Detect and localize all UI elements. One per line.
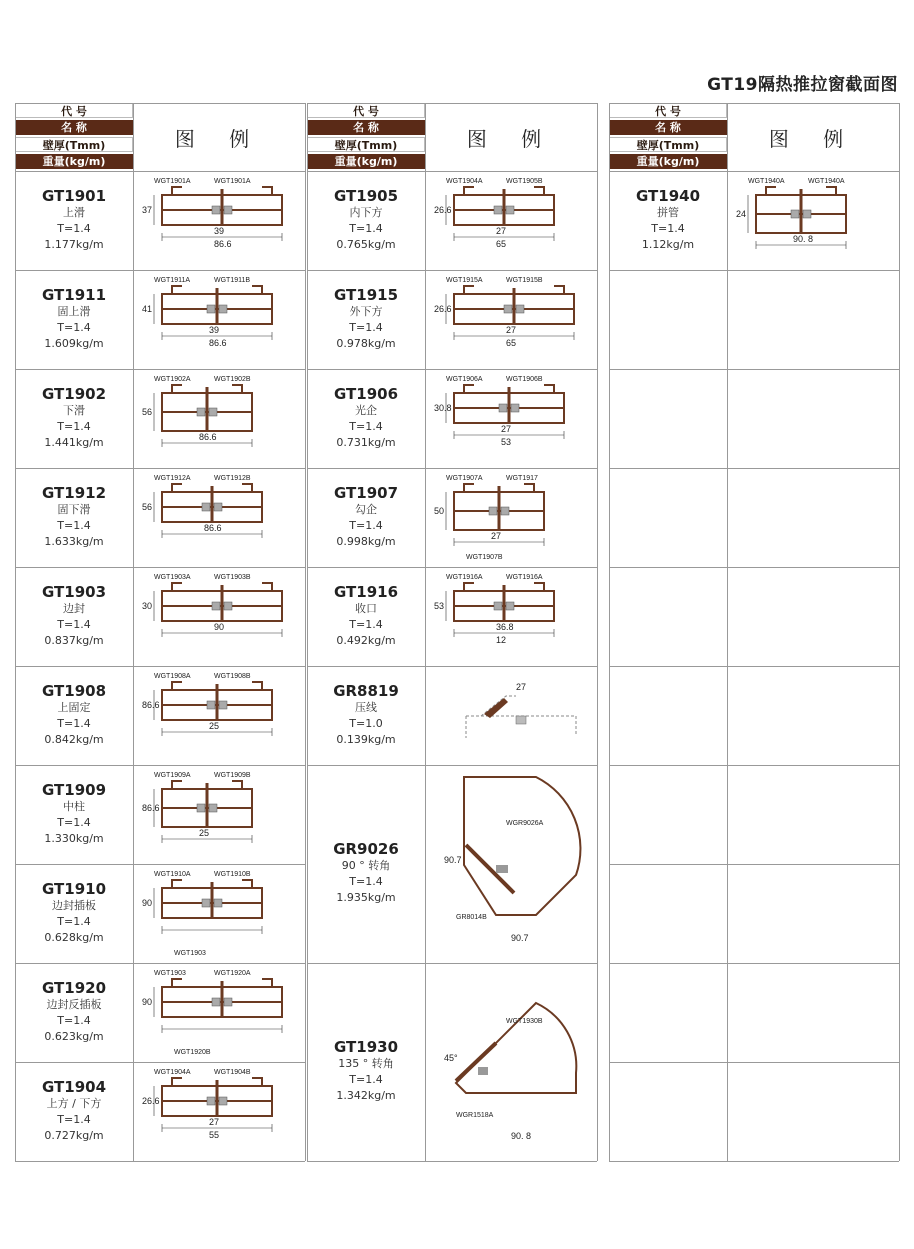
- profile-svg: [426, 963, 596, 1159]
- profile-thickness: T=1.4: [57, 222, 91, 235]
- profile-weight: 0.978kg/m: [336, 337, 396, 350]
- profile-figure-gt1910: [134, 864, 304, 961]
- part-label: WGT1906B: [506, 376, 543, 383]
- part-label: WGT1907B: [466, 554, 503, 561]
- profile-thickness: T=1.4: [349, 519, 383, 532]
- profile-figure-gt1940: [728, 171, 898, 268]
- profile-code: GT1904: [41, 1078, 107, 1096]
- profile-weight: 1.935kg/m: [336, 891, 396, 905]
- profile-svg: [426, 270, 596, 367]
- part-label: WGT1907A: [446, 475, 483, 482]
- row-divider: [15, 963, 305, 964]
- profile-name: 下滑: [63, 404, 85, 417]
- profile-thickness: T=1.4: [57, 618, 91, 631]
- profile-name: 勾企: [355, 503, 377, 516]
- row-divider: [15, 666, 305, 667]
- profile-info-gt1940: [609, 171, 727, 270]
- profile-thickness: T=1.4: [57, 1014, 91, 1027]
- row-divider: [609, 666, 899, 667]
- header-code: 代 号: [609, 103, 727, 118]
- dimension-label: 90: [142, 997, 153, 1007]
- part-label: WGT1917: [506, 475, 538, 482]
- header-legend: 图 例: [466, 126, 556, 151]
- dimension-label: 50: [434, 506, 445, 516]
- profile-code: GT1908: [41, 682, 107, 700]
- profile-name: 边封: [63, 602, 85, 615]
- profile-name: 压线: [355, 701, 377, 714]
- profile-code: GT1912: [41, 484, 107, 502]
- column-divider: [597, 103, 598, 1161]
- profile-svg: [134, 369, 304, 466]
- row-divider: [307, 103, 597, 104]
- part-label: WGT1903: [154, 970, 186, 977]
- dimension-label: 53: [501, 437, 512, 447]
- profile-code: GT1915: [333, 286, 399, 304]
- row-divider: [15, 1161, 305, 1162]
- header-labels: [15, 103, 133, 171]
- dimension-label: 55: [209, 1130, 220, 1140]
- header-labels: [609, 103, 727, 171]
- column-divider: [899, 103, 900, 1161]
- row-divider: [609, 270, 899, 271]
- part-label: WGT1902B: [214, 376, 251, 383]
- row-divider: [609, 1161, 899, 1162]
- part-label: WGT1904A: [446, 178, 483, 185]
- dimension-label: 86.6: [214, 239, 232, 249]
- profile-svg: [426, 765, 596, 961]
- dimension-label: 86.6: [142, 803, 160, 813]
- profile-info-gt1907: [307, 468, 425, 567]
- part-label: WGT1903B: [214, 574, 251, 581]
- part-label: WGT1903: [174, 950, 206, 957]
- row-divider: [609, 765, 899, 766]
- profile-name: 边封插板: [52, 899, 96, 912]
- part-label: WGT1904B: [214, 1069, 251, 1076]
- profile-code: GT1916: [333, 583, 399, 601]
- profile-figure-gt1903: [134, 567, 304, 664]
- profile-weight: 0.765kg/m: [336, 238, 396, 251]
- profile-name: 上方 / 下方: [46, 1097, 102, 1110]
- profile-svg: [134, 171, 304, 268]
- row-divider: [609, 864, 899, 865]
- profile-thickness: T=1.4: [57, 519, 91, 532]
- dimension-label: 26.6: [434, 205, 452, 215]
- part-label: WGT1905B: [506, 178, 543, 185]
- row-divider: [15, 567, 305, 568]
- profile-thickness: T=1.4: [349, 420, 383, 433]
- part-label: WGT1911B: [214, 277, 251, 284]
- profile-info-gt1912: [15, 468, 133, 567]
- profile-weight: 1.177kg/m: [44, 238, 104, 251]
- profile-name: 固下滑: [57, 503, 91, 516]
- header-weight: 重量(kg/m): [15, 154, 133, 169]
- profile-svg: [134, 963, 304, 1060]
- profile-table-2: [307, 103, 597, 1161]
- profile-svg: [426, 171, 596, 268]
- profile-code: GR9026: [333, 840, 399, 859]
- profile-weight: 1.633kg/m: [44, 535, 104, 548]
- part-label: WGR9026A: [506, 820, 544, 827]
- dimension-label: 24: [736, 209, 747, 219]
- part-label: WGT1910B: [214, 871, 251, 878]
- part-label: WGT1908A: [154, 673, 191, 680]
- profile-figure-gt1930: [426, 963, 596, 1159]
- row-divider: [307, 567, 597, 568]
- profile-name: 内下方: [349, 206, 383, 219]
- header-legend: 图 例: [768, 126, 858, 151]
- profile-name: 光企: [355, 404, 377, 417]
- profile-svg: [134, 567, 304, 664]
- profile-code: GT1909: [41, 781, 107, 799]
- profile-drawing: [464, 777, 580, 915]
- profile-svg: [426, 567, 596, 664]
- dimension-label: 65: [496, 239, 507, 249]
- part-label: WGT1901A: [154, 178, 191, 185]
- dimension-label: 86.6: [209, 338, 227, 348]
- row-divider: [307, 468, 597, 469]
- dimension-label: 27: [496, 226, 507, 236]
- dimension-label: 45°: [444, 1053, 458, 1063]
- profile-weight: 0.727kg/m: [44, 1129, 104, 1142]
- profile-svg: [134, 666, 304, 763]
- profile-svg: [134, 765, 304, 862]
- profile-info-gt1904: [15, 1062, 133, 1161]
- profile-name: 90 ° 转角: [341, 859, 391, 873]
- row-divider: [609, 171, 899, 172]
- profile-figure-gt1916: [426, 567, 596, 664]
- part-label: WGT1930B: [506, 1018, 543, 1025]
- row-divider: [15, 171, 305, 172]
- profile-thickness: T=1.4: [349, 875, 383, 889]
- profile-thickness: T=1.4: [57, 1113, 91, 1126]
- dimension-label: 27: [491, 531, 502, 541]
- profile-info-gr8819: [307, 666, 425, 765]
- profile-figure-gt1908: [134, 666, 304, 763]
- header-thickness: 壁厚(Tmm): [15, 137, 133, 152]
- profile-weight: 1.330kg/m: [44, 832, 104, 845]
- dimension-label: 37: [142, 205, 153, 215]
- part-label: WGT1910A: [154, 871, 191, 878]
- profile-code: GT1911: [41, 286, 107, 304]
- dimension-label: 26.6: [434, 304, 452, 314]
- part-label: WGT1920B: [174, 1049, 211, 1056]
- dimension-label: 25: [199, 828, 210, 838]
- dimension-label: 27: [516, 682, 527, 692]
- profile-figure-gr9026: [426, 765, 596, 961]
- profile-info-gt1908: [15, 666, 133, 765]
- part-label: WGT1912B: [214, 475, 251, 482]
- part-label: WGT1916A: [446, 574, 483, 581]
- part-label: WGT1902A: [154, 376, 191, 383]
- part-label: WGT1903A: [154, 574, 191, 581]
- part-label: WGT1909A: [154, 772, 191, 779]
- profile-weight: 0.139kg/m: [336, 733, 396, 746]
- profile-name: 外下方: [349, 305, 383, 318]
- profile-code: GT1905: [333, 187, 399, 205]
- profile-name: 上滑: [63, 206, 85, 219]
- part-label: WGT1909B: [214, 772, 251, 779]
- part-label: WGT1911A: [154, 277, 191, 284]
- dimension-label: 27: [506, 325, 517, 335]
- dimension-label: 56: [142, 407, 153, 417]
- column-divider: [305, 103, 306, 1161]
- header-name: 名 称: [307, 120, 425, 135]
- profile-info-gt1902: [15, 369, 133, 468]
- profile-code: GR8819: [333, 682, 399, 700]
- dimension-label: 30.8: [434, 403, 452, 413]
- profile-info-gt1915: [307, 270, 425, 369]
- part-label: WGT1920A: [214, 970, 251, 977]
- profile-table-1: [15, 103, 305, 1161]
- profile-weight: 0.492kg/m: [336, 634, 396, 647]
- profile-weight: 0.628kg/m: [44, 931, 104, 944]
- dimension-label: 90: [142, 898, 153, 908]
- profile-name: 135 ° 转角: [338, 1057, 394, 1071]
- profile-code: GT1930: [333, 1038, 399, 1057]
- dimension-label: 56: [142, 502, 153, 512]
- row-divider: [609, 963, 899, 964]
- profile-name: 固上滑: [57, 305, 91, 318]
- profile-weight: 1.441kg/m: [44, 436, 104, 449]
- part-label: WGT1908B: [214, 673, 251, 680]
- profile-figure-gt1902: [134, 369, 304, 466]
- part-label: WGT1940A: [748, 178, 785, 185]
- profile-info-gt1916: [307, 567, 425, 666]
- profile-thickness: T=1.4: [57, 717, 91, 730]
- profile-name: 边封反插板: [46, 998, 102, 1011]
- profile-thickness: T=1.0: [349, 717, 383, 730]
- profile-figure-gr8819: [426, 666, 596, 763]
- profile-name: 上固定: [57, 701, 91, 714]
- dimension-label: 30: [142, 601, 153, 611]
- row-divider: [307, 171, 597, 172]
- profile-weight: 0.837kg/m: [44, 634, 104, 647]
- profile-figure-gt1920: [134, 963, 304, 1060]
- dimension-label: 90.7: [444, 855, 462, 865]
- row-divider: [307, 270, 597, 271]
- dimension-label: 39: [214, 226, 225, 236]
- row-divider: [609, 468, 899, 469]
- profile-weight: 1.609kg/m: [44, 337, 104, 350]
- profile-code: GT1920: [41, 979, 107, 997]
- profile-thickness: T=1.4: [349, 618, 383, 631]
- profile-weight: 0.731kg/m: [336, 436, 396, 449]
- dimension-label: 26.6: [142, 1096, 160, 1106]
- row-divider: [15, 270, 305, 271]
- part-label: WGT1906A: [446, 376, 483, 383]
- row-divider: [15, 864, 305, 865]
- profile-thickness: T=1.4: [57, 321, 91, 334]
- profile-info-gt1920: [15, 963, 133, 1062]
- profile-name: 拼管: [657, 206, 679, 219]
- profile-weight: 1.12kg/m: [641, 238, 695, 251]
- header-legend: 图 例: [174, 126, 264, 151]
- dimension-label: 25: [209, 721, 220, 731]
- profile-code: GT1906: [333, 385, 399, 403]
- part-label: WGT1940A: [808, 178, 845, 185]
- profile-code: GT1903: [41, 583, 107, 601]
- profile-drawing: [456, 1003, 576, 1093]
- header-name: 名 称: [609, 120, 727, 135]
- profile-figure-gt1904: [134, 1062, 304, 1159]
- profile-figure-gt1906: [426, 369, 596, 466]
- profile-info-gt1911: [15, 270, 133, 369]
- profile-drawing: [154, 880, 262, 934]
- page-title: GT19隔热推拉窗截面图: [707, 75, 898, 95]
- dimension-label: 65: [506, 338, 517, 348]
- row-divider: [307, 666, 597, 667]
- profile-info-gt1906: [307, 369, 425, 468]
- profile-figure-gt1909: [134, 765, 304, 862]
- profile-name: 收口: [355, 602, 377, 615]
- profile-drawing: [466, 696, 576, 738]
- profile-info-gt1910: [15, 864, 133, 963]
- dimension-label: 86.6: [204, 523, 222, 533]
- profile-thickness: T=1.4: [651, 222, 685, 235]
- profile-info-gt1903: [15, 567, 133, 666]
- profile-info-gt1905: [307, 171, 425, 270]
- profile-figure-gt1915: [426, 270, 596, 367]
- profile-weight: 0.998kg/m: [336, 535, 396, 548]
- profile-svg: [134, 864, 304, 961]
- profile-code: GT1907: [333, 484, 399, 502]
- row-divider: [15, 765, 305, 766]
- profile-info-gr9026: [307, 765, 425, 963]
- dimension-label: 90. 8: [511, 1131, 532, 1141]
- profile-weight: 1.342kg/m: [336, 1089, 396, 1103]
- profile-figure-gt1912: [134, 468, 304, 565]
- part-label: WGT1904A: [154, 1069, 191, 1076]
- dimension-label: 12: [496, 635, 507, 645]
- profile-svg: [134, 270, 304, 367]
- row-divider: [609, 567, 899, 568]
- profile-thickness: T=1.4: [57, 420, 91, 433]
- part-label: WGT1915B: [506, 277, 543, 284]
- profile-svg: [134, 1062, 304, 1159]
- header-weight: 重量(kg/m): [307, 154, 425, 169]
- profile-drawing: [154, 979, 282, 1033]
- dimension-label: 86.6: [199, 432, 217, 442]
- profile-figure-gt1911: [134, 270, 304, 367]
- header-code: 代 号: [307, 103, 425, 118]
- header-thickness: 壁厚(Tmm): [307, 137, 425, 152]
- dimension-label: 53: [434, 601, 445, 611]
- part-label: WGT1912A: [154, 475, 191, 482]
- dimension-label: 27: [209, 1117, 220, 1127]
- header-weight: 重量(kg/m): [609, 154, 727, 169]
- profile-figure-gt1905: [426, 171, 596, 268]
- dimension-label: 90.7: [511, 933, 529, 943]
- row-divider: [307, 963, 597, 964]
- header-labels: [307, 103, 425, 171]
- profile-thickness: T=1.4: [349, 1073, 383, 1087]
- row-divider: [609, 103, 899, 104]
- dimension-label: 41: [142, 304, 153, 314]
- profile-svg: [728, 171, 898, 268]
- part-label: WGT1916A: [506, 574, 543, 581]
- profile-thickness: T=1.4: [349, 222, 383, 235]
- profile-weight: 0.842kg/m: [44, 733, 104, 746]
- profile-svg: [426, 468, 596, 565]
- row-divider: [15, 468, 305, 469]
- header-thickness: 壁厚(Tmm): [609, 137, 727, 152]
- row-divider: [307, 369, 597, 370]
- profile-table-3: [609, 103, 899, 1161]
- dimension-label: 39: [209, 325, 220, 335]
- profile-figure-gt1907: [426, 468, 596, 565]
- profile-name: 中柱: [63, 800, 85, 813]
- profile-svg: [426, 666, 596, 763]
- profile-info-gt1909: [15, 765, 133, 864]
- row-divider: [609, 1062, 899, 1063]
- part-label: WGT1915A: [446, 277, 483, 284]
- profile-svg: [426, 369, 596, 466]
- part-label: GR8014B: [456, 914, 487, 921]
- row-divider: [609, 369, 899, 370]
- profile-thickness: T=1.4: [349, 321, 383, 334]
- profile-code: GT1940: [635, 187, 701, 205]
- profile-info-gt1930: [307, 963, 425, 1161]
- profile-code: GT1910: [41, 880, 107, 898]
- part-label: WGT1901A: [214, 178, 251, 185]
- dimension-label: 90. 8: [793, 234, 814, 244]
- profile-info-gt1901: [15, 171, 133, 270]
- row-divider: [15, 1062, 305, 1063]
- row-divider: [15, 369, 305, 370]
- dimension-label: 90: [214, 622, 225, 632]
- profile-svg: [134, 468, 304, 565]
- profile-weight: 0.623kg/m: [44, 1030, 104, 1043]
- profile-figure-gt1901: [134, 171, 304, 268]
- profile-code: GT1901: [41, 187, 107, 205]
- row-divider: [307, 1161, 597, 1162]
- header-code: 代 号: [15, 103, 133, 118]
- row-divider: [307, 765, 597, 766]
- profile-code: GT1902: [41, 385, 107, 403]
- profile-thickness: T=1.4: [57, 915, 91, 928]
- dimension-label: 36.8: [496, 622, 514, 632]
- profile-thickness: T=1.4: [57, 816, 91, 829]
- dimension-label: 86.6: [142, 700, 160, 710]
- header-name: 名 称: [15, 120, 133, 135]
- part-label: WGR1518A: [456, 1112, 494, 1119]
- dimension-label: 27: [501, 424, 512, 434]
- row-divider: [15, 103, 305, 104]
